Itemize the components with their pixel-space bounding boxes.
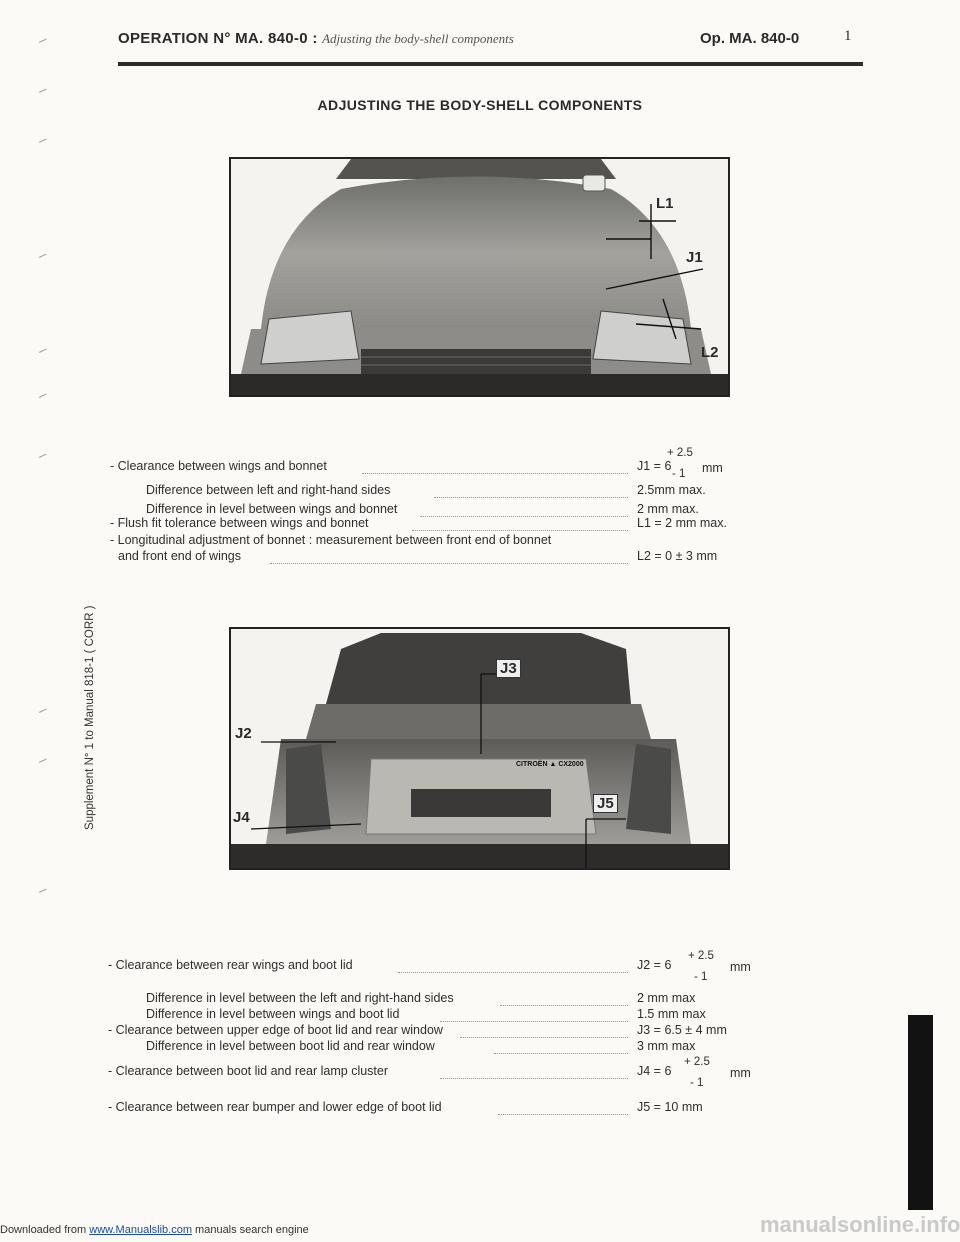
spec-value: J4 = 6 [637, 1064, 672, 1078]
spec-text: - Longitudinal adjustment of bonnet : measurement between front end of bonnet [110, 533, 552, 547]
dot-leader [434, 497, 628, 498]
label-j2: J2 [235, 725, 252, 742]
spec-value: J3 = 6.5 ± 4 mm [637, 1023, 727, 1037]
spec-text: Difference in level between wings and bonnet [146, 502, 398, 516]
spec-text: Difference in level between the left and right-hand sides [146, 991, 454, 1005]
spec-value: 2 mm max. [637, 502, 699, 516]
margin-mark [39, 709, 49, 719]
dot-leader [440, 1021, 628, 1022]
spec-value: 2.5mm max. [637, 483, 706, 497]
tolerance-minus: - 1 [672, 468, 686, 480]
watermark: manualsonline.info [760, 1212, 960, 1237]
spec-value: 1.5 mm max [637, 1007, 706, 1021]
margin-mark [39, 254, 49, 264]
spec-value: J2 = 6 [637, 958, 672, 972]
tolerance-plus: + 2.5 [667, 447, 693, 459]
dot-leader [270, 563, 628, 564]
spec-unit: mm [730, 960, 751, 974]
dot-leader [498, 1114, 628, 1115]
margin-mark [39, 394, 49, 404]
rear-car-photo [229, 627, 730, 870]
spec-text: and front end of wings [118, 549, 241, 563]
operation-number: OPERATION N° MA. 840-0 : [118, 30, 318, 47]
label-j3: J3 [496, 659, 521, 678]
spec-text: Difference in level between boot lid and rear window [146, 1039, 435, 1053]
dot-leader [398, 972, 628, 973]
margin-mark [39, 39, 49, 49]
car-badge: CITROËN ▲ CX2000 [516, 761, 584, 768]
label-j4: J4 [233, 809, 250, 826]
front-car-photo [229, 157, 730, 397]
tolerance-minus: - 1 [694, 971, 708, 983]
spec-value: J5 = 10 mm [637, 1100, 703, 1114]
label-j5: J5 [593, 794, 618, 813]
tolerance-minus: - 1 [690, 1077, 704, 1089]
operation-header [118, 30, 514, 47]
dot-leader [420, 516, 628, 517]
tolerance-plus: + 2.5 [688, 950, 714, 962]
dot-leader [500, 1005, 628, 1006]
spec-text: - Clearance between rear bumper and lower edge of boot lid [108, 1100, 442, 1114]
spec-value: J1 = 6 [637, 459, 672, 473]
tolerance-plus: + 2.5 [684, 1056, 710, 1068]
dot-leader [412, 530, 628, 531]
margin-mark [39, 759, 49, 769]
footer-prefix: Downloaded from [0, 1224, 87, 1236]
dot-leader [460, 1037, 628, 1038]
spec-unit: mm [730, 1066, 751, 1080]
page-title: ADJUSTING THE BODY-SHELL COMPONENTS [317, 97, 643, 113]
operation-reference: Op. MA. 840-0 [700, 30, 800, 47]
spec-text: Difference between left and right-hand sides [146, 483, 391, 497]
spec-text: - Clearance between wings and bonnet [110, 459, 327, 473]
front-car-illustration [231, 159, 728, 395]
spec-text: - Clearance between upper edge of boot lid and rear window [108, 1023, 443, 1037]
page-number: 1 [844, 28, 852, 44]
spec-text: - Clearance between rear wings and boot lid [108, 958, 353, 972]
section-tab-marker [908, 1015, 933, 1210]
margin-mark [39, 454, 49, 464]
spec-value: 2 mm max [637, 991, 696, 1005]
spec-text: - Flush fit tolerance between wings and bonnet [110, 516, 369, 530]
spec-value: L1 = 2 mm max. [637, 516, 727, 530]
dot-leader [440, 1078, 628, 1079]
margin-mark [39, 139, 49, 149]
margin-mark [39, 889, 49, 899]
spec-value: 3 mm max [637, 1039, 696, 1053]
spec-unit: mm [702, 461, 723, 475]
label-l1: L1 [656, 195, 674, 212]
spec-text: Difference in level between wings and boot lid [146, 1007, 400, 1021]
download-footer [0, 1224, 309, 1236]
footer-link[interactable]: www.Manualslib.com [89, 1224, 192, 1236]
label-l2: L2 [701, 344, 719, 361]
rear-car-illustration [231, 629, 728, 868]
footer-suffix: manuals search engine [195, 1224, 309, 1236]
label-j1: J1 [686, 249, 703, 266]
supplement-note [84, 605, 96, 831]
supplement-note-text: Supplement N° 1 to Manual 818-1 ( CORR ) [84, 605, 96, 830]
operation-subtitle: Adjusting the body-shell components [322, 31, 514, 46]
spec-text: - Clearance between boot lid and rear lamp cluster [108, 1064, 389, 1078]
dot-leader [362, 473, 628, 474]
margin-mark [39, 349, 49, 359]
header-rule [118, 62, 863, 66]
spec-value: L2 = 0 ± 3 mm [637, 549, 718, 563]
dot-leader [494, 1053, 628, 1054]
